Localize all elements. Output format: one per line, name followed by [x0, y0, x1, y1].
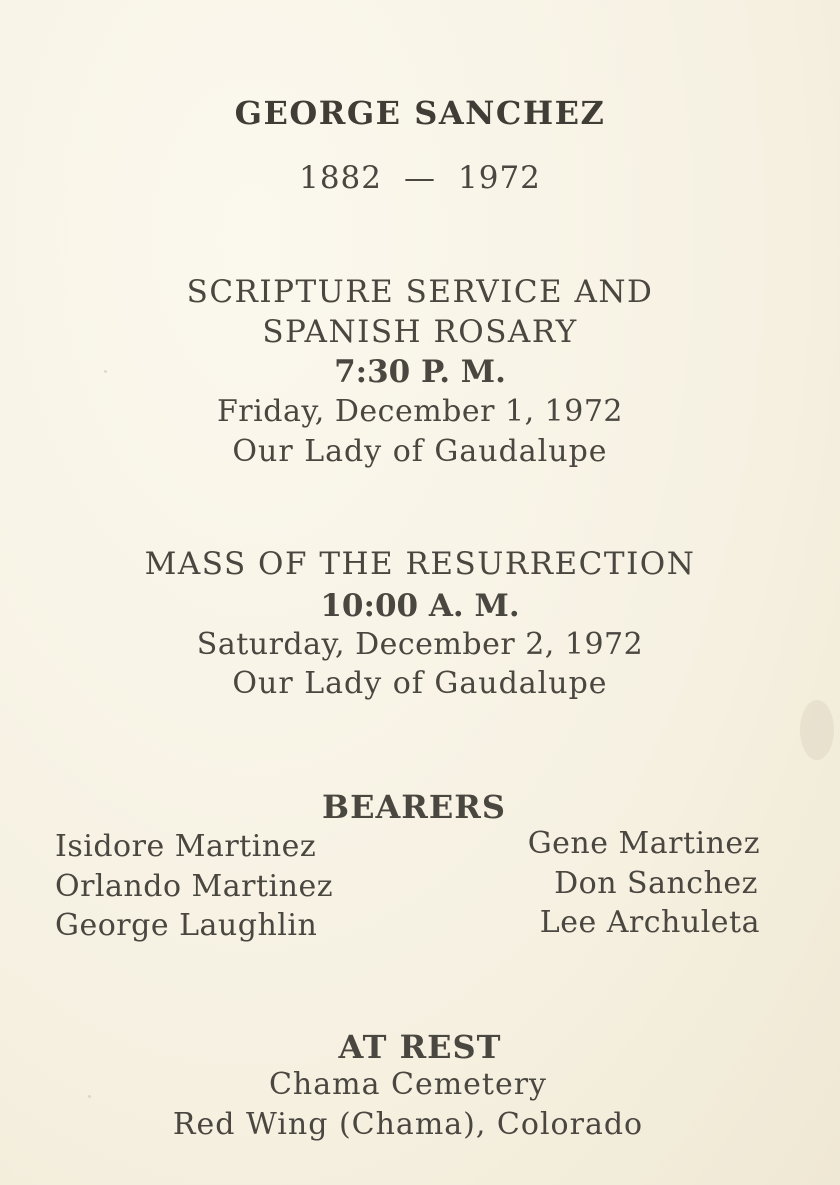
- mass-title: MASS OF THE RESURRECTION: [144, 546, 696, 582]
- rosary-time: 7:30 P. M.: [334, 354, 506, 390]
- bearers-heading: BEARERS: [322, 788, 506, 826]
- rosary-date: Friday, December 1, 1972: [216, 394, 624, 429]
- rosary-title-line2: SPANISH ROSARY: [262, 314, 578, 350]
- cemetery-name: Chama Cemetery: [268, 1067, 548, 1102]
- rosary-place: Our Lady of Gaudalupe: [232, 434, 608, 469]
- birth-year: 1882: [299, 160, 382, 196]
- mass-place: Our Lady of Gaudalupe: [232, 666, 608, 701]
- bearer-name: Gene Martinez: [527, 826, 760, 861]
- paper-speck: [104, 370, 107, 373]
- mass-date: Saturday, December 2, 1972: [196, 627, 644, 662]
- death-year: 1972: [458, 160, 541, 196]
- bearer-name: Isidore Martinez: [55, 829, 317, 864]
- year-dash: —: [404, 160, 436, 196]
- life-years: [0, 160, 840, 196]
- bearer-name: Orlando Martinez: [55, 869, 334, 904]
- mass-time: 10:00 A. M.: [320, 588, 520, 624]
- bearer-name: George Laughlin: [55, 908, 318, 943]
- rosary-title-line1: SCRIPTURE SERVICE AND: [186, 274, 654, 310]
- deceased-name: GEORGE SANCHEZ: [234, 94, 606, 132]
- paper-speck: [88, 1095, 91, 1098]
- paper-stain: [800, 700, 834, 760]
- bearer-name: Don Sanchez: [554, 866, 758, 901]
- burial-heading: AT REST: [338, 1028, 502, 1066]
- bearer-name: Lee Archuleta: [539, 905, 760, 940]
- cemetery-location: Red Wing (Chama), Colorado: [172, 1107, 644, 1142]
